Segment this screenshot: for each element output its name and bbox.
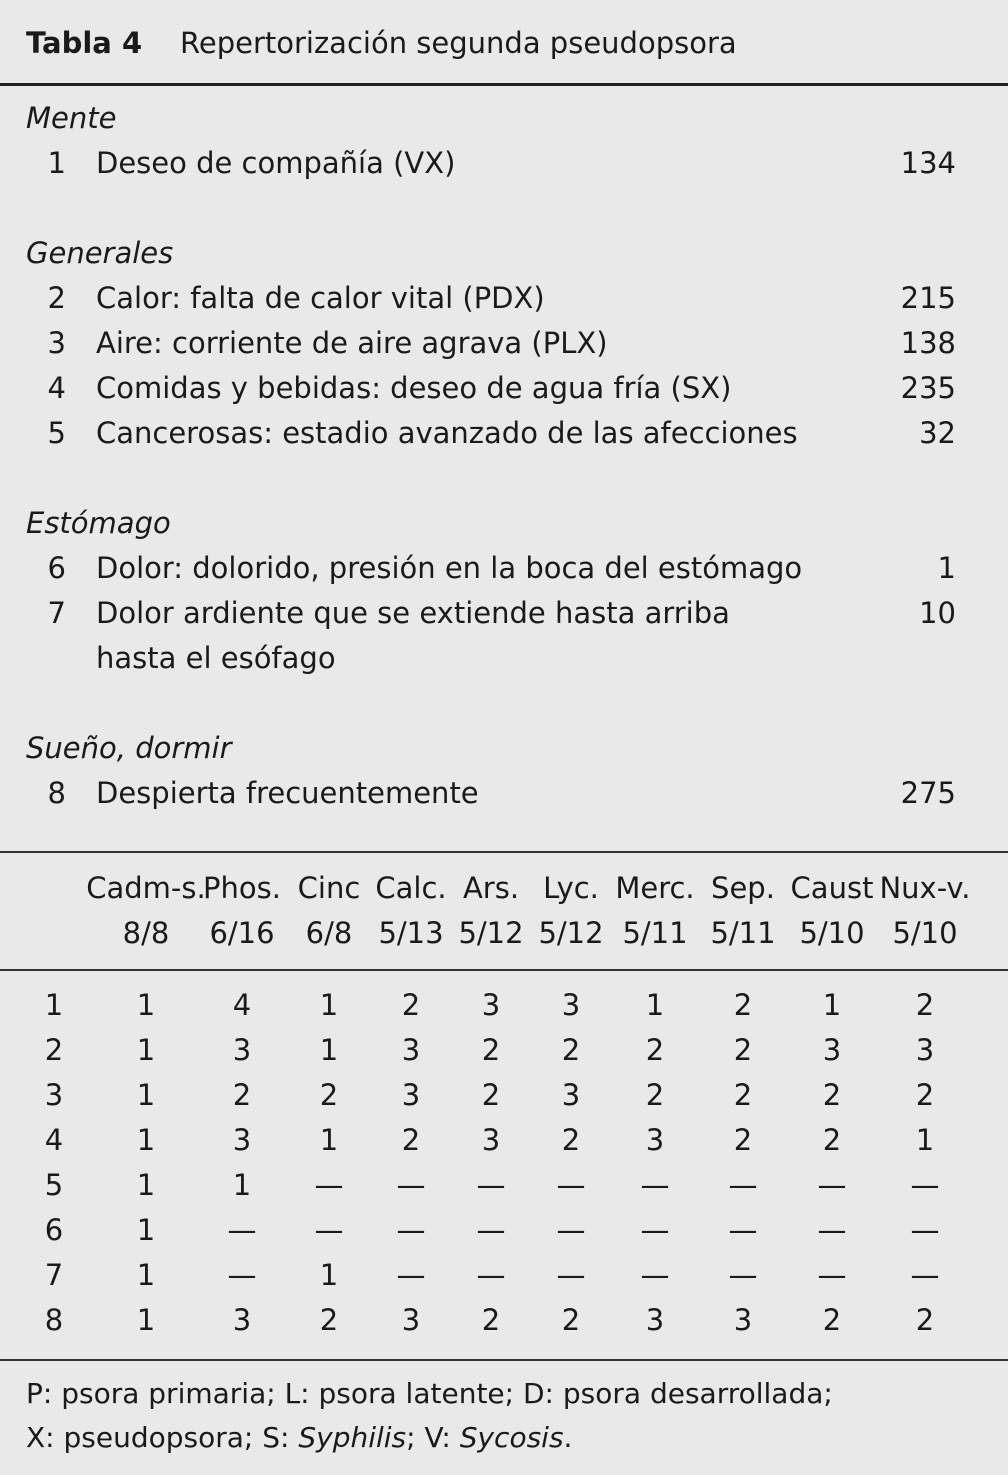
divider-bottom bbox=[0, 1359, 1008, 1361]
grade-cell: 2 bbox=[733, 1078, 753, 1112]
remedy-score: 5/12 bbox=[538, 916, 604, 950]
table-row bbox=[0, 1208, 1008, 1253]
footnote-line-1: P: psora primaria; L: psora latente; D: psora desarrollada; bbox=[26, 1377, 833, 1410]
footnote-sycosis: Sycosis bbox=[459, 1421, 564, 1454]
grade-cell: — bbox=[728, 1258, 758, 1292]
remedy-name: Ars. bbox=[462, 871, 520, 905]
symptom-text: Cancerosas: estadio avanzado de las afecciones bbox=[96, 416, 798, 450]
symptom-text: Deseo de compañía (VX) bbox=[96, 146, 456, 180]
remedy-name: Caust bbox=[790, 871, 874, 905]
table-row bbox=[0, 1163, 1008, 1208]
symptom-text: Aire: corriente de aire agrava (PLX) bbox=[96, 326, 608, 360]
grade-cell: 1 bbox=[645, 988, 665, 1022]
grade-cell: — bbox=[556, 1213, 586, 1247]
grade-cell: 2 bbox=[822, 1078, 842, 1112]
grade-cell: 1 bbox=[136, 1078, 156, 1112]
remedy-name: Sep. bbox=[711, 871, 775, 905]
grade-cell: 2 bbox=[822, 1303, 842, 1337]
remedy-name: Calc. bbox=[375, 871, 447, 905]
grade-cell: 3 bbox=[561, 1078, 581, 1112]
symptom-number: 1 bbox=[47, 146, 66, 180]
symptom-number: 4 bbox=[47, 371, 66, 405]
remedy-score: 8/8 bbox=[122, 916, 170, 950]
grade-cell: 3 bbox=[645, 1123, 665, 1157]
grade-cell: 3 bbox=[733, 1303, 753, 1337]
symptom-row bbox=[0, 141, 1008, 186]
grade-cell: — bbox=[817, 1258, 847, 1292]
table-row bbox=[0, 1073, 1008, 1118]
row-number: 4 bbox=[44, 1123, 64, 1157]
grade-cell: 2 bbox=[481, 1078, 501, 1112]
grade-cell: — bbox=[396, 1168, 426, 1202]
grade-cell: — bbox=[396, 1258, 426, 1292]
grade-cell: — bbox=[640, 1258, 670, 1292]
symptom-text: Comidas y bebidas: deseo de agua fría (SX) bbox=[96, 371, 732, 405]
grade-cell: 3 bbox=[401, 1303, 421, 1337]
grade-cell: — bbox=[396, 1213, 426, 1247]
section bbox=[0, 231, 1008, 456]
symptom-count: 275 bbox=[900, 776, 956, 810]
grade-cell: 4 bbox=[232, 988, 252, 1022]
grade-cell: 3 bbox=[481, 988, 501, 1022]
symptom-number: 5 bbox=[47, 416, 66, 450]
grade-cell: — bbox=[476, 1168, 506, 1202]
table-title: Repertorización segunda pseudopsora bbox=[180, 26, 737, 60]
grade-cell: 2 bbox=[232, 1078, 252, 1112]
section-title: Generales bbox=[26, 236, 174, 270]
footnote-text: ; V: bbox=[406, 1421, 460, 1454]
grade-cell: — bbox=[556, 1168, 586, 1202]
grade-cell: 2 bbox=[915, 1078, 935, 1112]
symptom-number: 2 bbox=[47, 281, 66, 315]
grade-cell: 2 bbox=[319, 1078, 339, 1112]
table-row bbox=[0, 1253, 1008, 1298]
table-row bbox=[0, 1028, 1008, 1073]
grade-cell: — bbox=[556, 1258, 586, 1292]
section bbox=[0, 501, 1008, 681]
grade-cell: 1 bbox=[232, 1168, 252, 1202]
footnote-text: X: pseudopsora; S: bbox=[26, 1421, 299, 1454]
symptom-row bbox=[0, 276, 1008, 321]
grade-cell: 3 bbox=[645, 1303, 665, 1337]
grade-cell: 1 bbox=[822, 988, 842, 1022]
footnote-syphilis: Syphilis bbox=[298, 1421, 407, 1454]
symptom-count: 215 bbox=[900, 281, 956, 315]
remedy-name: Cadm-s. bbox=[86, 871, 206, 905]
grade-cell: 3 bbox=[232, 1123, 252, 1157]
grade-cell: — bbox=[640, 1213, 670, 1247]
footnote-line-2 bbox=[26, 1416, 986, 1460]
grade-cell: 3 bbox=[401, 1033, 421, 1067]
grade-cell: 1 bbox=[319, 1258, 339, 1292]
row-number: 6 bbox=[44, 1213, 64, 1247]
symptom-text: Dolor ardiente que se extiende hasta arriba hasta el esófago bbox=[96, 596, 730, 675]
footnote bbox=[26, 1372, 986, 1460]
row-number: 3 bbox=[44, 1078, 64, 1112]
grade-cell: 1 bbox=[136, 1168, 156, 1202]
symptom-text: Calor: falta de calor vital (PDX) bbox=[96, 281, 545, 315]
symptom-row bbox=[0, 591, 1008, 681]
grade-cell: 2 bbox=[401, 988, 421, 1022]
symptom-count: 1 bbox=[937, 551, 956, 585]
section bbox=[0, 96, 1008, 186]
grade-cell: — bbox=[817, 1168, 847, 1202]
remedy-name: Merc. bbox=[615, 871, 695, 905]
grade-cell: 2 bbox=[915, 1303, 935, 1337]
grade-cell: — bbox=[728, 1168, 758, 1202]
symptom-count: 138 bbox=[900, 326, 956, 360]
section-title: Estómago bbox=[26, 506, 171, 540]
divider-middle bbox=[0, 969, 1008, 971]
remedy-name: Nux-v. bbox=[879, 871, 971, 905]
symptom-count: 134 bbox=[900, 146, 956, 180]
grade-cell: 2 bbox=[481, 1033, 501, 1067]
table-caption bbox=[0, 0, 1008, 86]
grade-cell: 2 bbox=[561, 1303, 581, 1337]
grade-cell: 2 bbox=[645, 1033, 665, 1067]
remedy-score: 5/11 bbox=[710, 916, 776, 950]
grade-cell: — bbox=[728, 1213, 758, 1247]
grade-cell: — bbox=[817, 1213, 847, 1247]
grade-cell: — bbox=[910, 1168, 940, 1202]
grade-cell: 2 bbox=[481, 1303, 501, 1337]
symptom-row bbox=[0, 366, 1008, 411]
grade-cell: 1 bbox=[915, 1123, 935, 1157]
symptom-list bbox=[0, 96, 1008, 861]
remedy-score: 5/10 bbox=[892, 916, 958, 950]
grade-cell: 2 bbox=[733, 988, 753, 1022]
remedy-score: 6/16 bbox=[209, 916, 275, 950]
symptom-text: Despierta frecuentemente bbox=[96, 776, 479, 810]
remedy-name: Cinc bbox=[297, 871, 361, 905]
symptom-row bbox=[0, 771, 1008, 816]
symptom-count: 10 bbox=[919, 596, 956, 630]
remedy-score: 5/13 bbox=[378, 916, 444, 950]
table-row bbox=[0, 1298, 1008, 1343]
section-title: Sueño, dormir bbox=[26, 731, 232, 765]
grade-cell: — bbox=[227, 1258, 257, 1292]
grade-cell: 2 bbox=[401, 1123, 421, 1157]
section bbox=[0, 726, 1008, 816]
table-row bbox=[0, 1118, 1008, 1163]
grade-cell: 2 bbox=[561, 1033, 581, 1067]
repertory-grid bbox=[0, 983, 1008, 1343]
grade-cell: 1 bbox=[136, 1303, 156, 1337]
grade-cell: 1 bbox=[136, 1123, 156, 1157]
grade-cell: — bbox=[910, 1213, 940, 1247]
symptom-row bbox=[0, 546, 1008, 591]
symptom-number: 7 bbox=[47, 596, 66, 630]
remedy-name: Phos. bbox=[203, 871, 281, 905]
grade-cell: 2 bbox=[822, 1123, 842, 1157]
grade-cell: 1 bbox=[136, 1213, 156, 1247]
grade-cell: 2 bbox=[733, 1123, 753, 1157]
grade-cell: — bbox=[227, 1213, 257, 1247]
remedy-name: Lyc. bbox=[543, 871, 599, 905]
remedy-score: 5/12 bbox=[458, 916, 524, 950]
grade-cell: 1 bbox=[319, 988, 339, 1022]
row-number: 7 bbox=[44, 1258, 64, 1292]
grade-cell: — bbox=[910, 1258, 940, 1292]
section-title: Mente bbox=[26, 101, 117, 135]
grade-cell: 3 bbox=[481, 1123, 501, 1157]
grade-cell: 1 bbox=[136, 1033, 156, 1067]
symptom-row bbox=[0, 411, 1008, 456]
grade-cell: — bbox=[476, 1213, 506, 1247]
grade-cell: 3 bbox=[822, 1033, 842, 1067]
row-number: 5 bbox=[44, 1168, 64, 1202]
grade-cell: 2 bbox=[733, 1033, 753, 1067]
row-number: 1 bbox=[44, 988, 64, 1022]
grade-cell: — bbox=[314, 1213, 344, 1247]
remedy-score: 5/11 bbox=[622, 916, 688, 950]
symptom-count: 235 bbox=[900, 371, 956, 405]
footnote-text: . bbox=[563, 1421, 573, 1454]
remedy-score: 5/10 bbox=[799, 916, 865, 950]
remedy-scores-row bbox=[0, 911, 1008, 956]
grade-cell: — bbox=[314, 1168, 344, 1202]
row-number: 8 bbox=[44, 1303, 64, 1337]
table-number: Tabla 4 bbox=[26, 26, 143, 60]
grade-cell: 2 bbox=[319, 1303, 339, 1337]
remedy-names-row bbox=[0, 866, 1008, 911]
remedy-header bbox=[0, 866, 1008, 956]
grade-cell: — bbox=[476, 1258, 506, 1292]
symptom-number: 8 bbox=[47, 776, 66, 810]
grade-cell: 2 bbox=[645, 1078, 665, 1112]
grade-cell: 1 bbox=[319, 1123, 339, 1157]
row-number: 2 bbox=[44, 1033, 64, 1067]
symptom-number: 6 bbox=[47, 551, 66, 585]
grade-cell: 1 bbox=[136, 988, 156, 1022]
grade-cell: 3 bbox=[232, 1033, 252, 1067]
grade-cell: 2 bbox=[915, 988, 935, 1022]
remedy-score: 6/8 bbox=[305, 916, 353, 950]
grade-cell: 3 bbox=[232, 1303, 252, 1337]
grade-cell: 3 bbox=[561, 988, 581, 1022]
symptom-row bbox=[0, 321, 1008, 366]
grade-cell: — bbox=[640, 1168, 670, 1202]
symptom-number: 3 bbox=[47, 326, 66, 360]
grade-cell: 2 bbox=[561, 1123, 581, 1157]
grade-cell: 3 bbox=[401, 1078, 421, 1112]
grade-cell: 1 bbox=[136, 1258, 156, 1292]
symptom-text: Dolor: dolorido, presión en la boca del estómago bbox=[96, 551, 803, 585]
symptom-count: 32 bbox=[919, 416, 956, 450]
table-row bbox=[0, 983, 1008, 1028]
grade-cell: 3 bbox=[915, 1033, 935, 1067]
divider-top bbox=[0, 851, 1008, 853]
grade-cell: 1 bbox=[319, 1033, 339, 1067]
